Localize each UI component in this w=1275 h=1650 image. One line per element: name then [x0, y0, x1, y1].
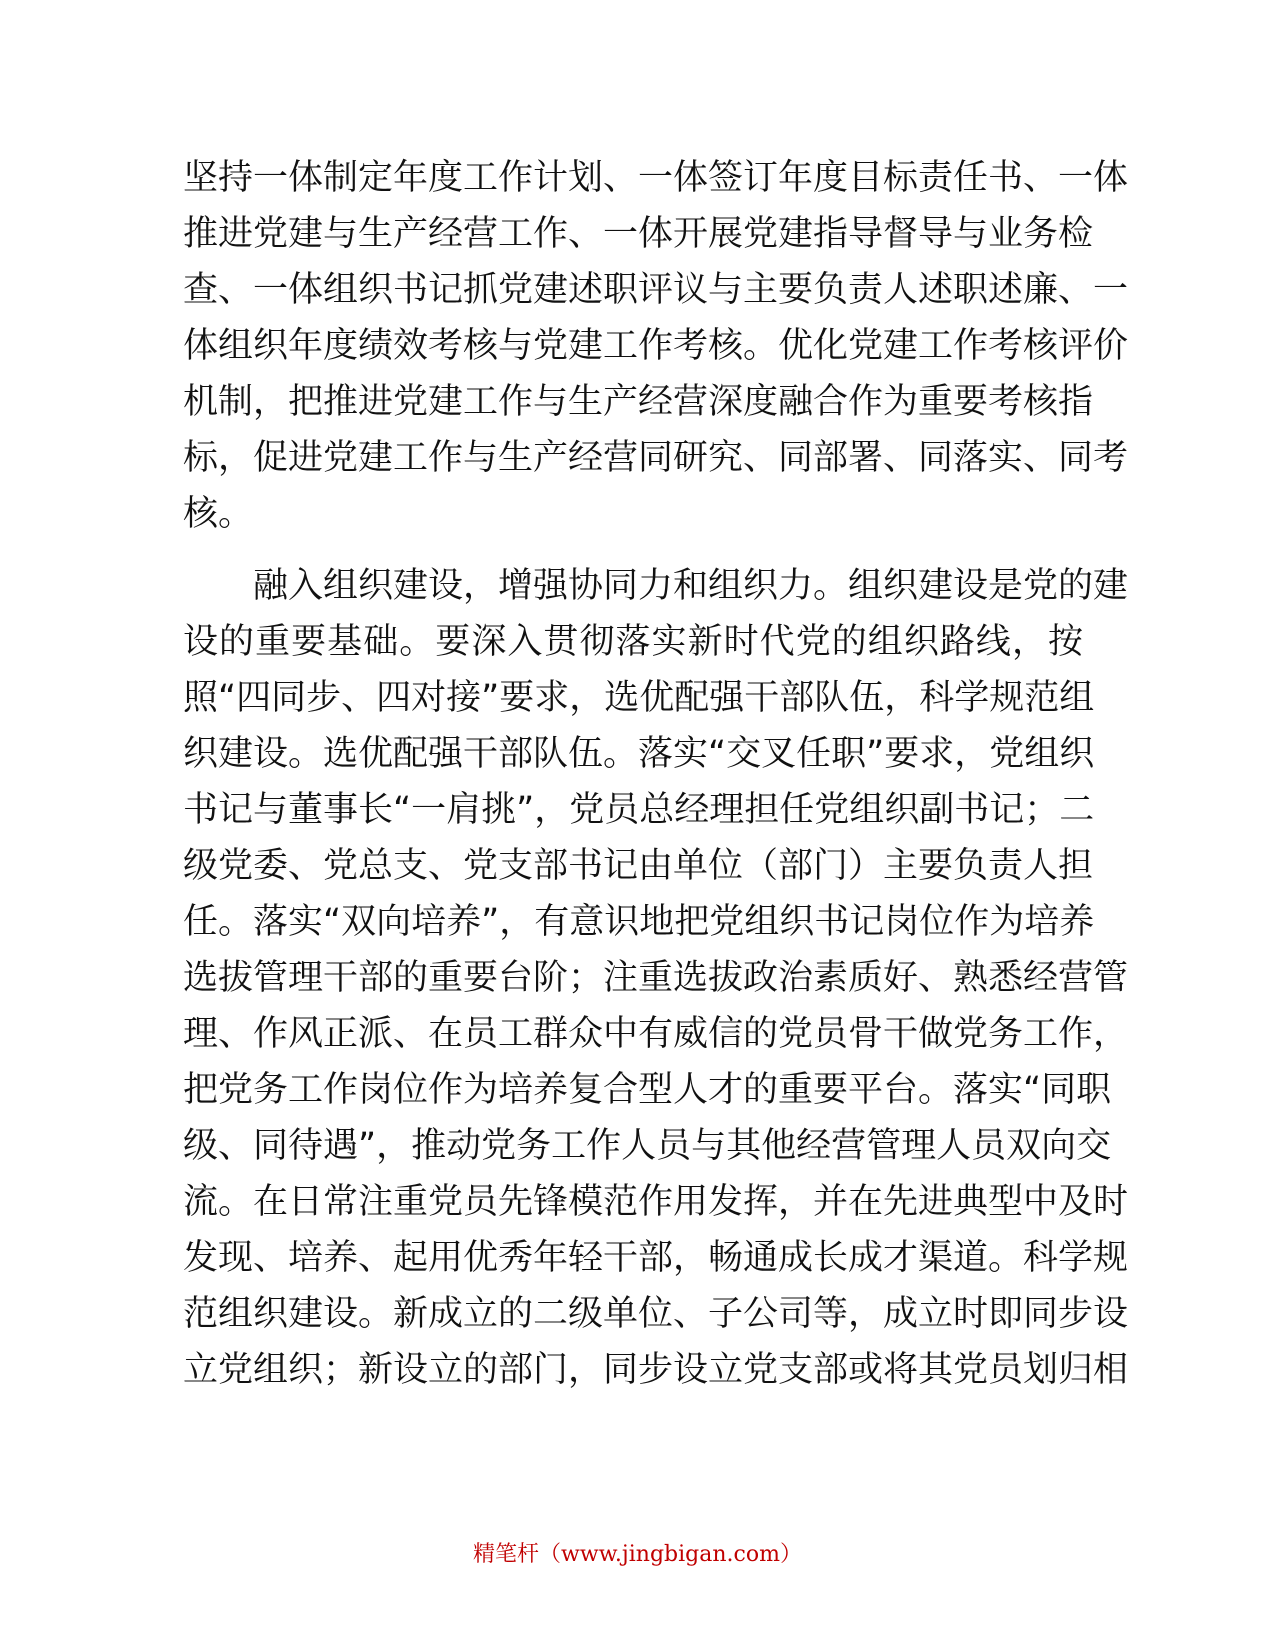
text-line: 书记与董事长“一肩挑”，党员总经理担任党组织副书记；二: [183, 790, 1095, 830]
text-line: 范组织建设。新成立的二级单位、子公司等，成立时即同步设: [183, 1294, 1129, 1334]
text-line: 体组织年度绩效考核与党建工作考核。优化党建工作考核评价: [183, 326, 1129, 366]
text-line: 把党务工作岗位作为培养复合型人才的重要平台。落实“同职: [183, 1070, 1112, 1110]
text-line: 理、作风正派、在员工群众中有威信的党员骨干做党务工作，: [183, 1014, 1129, 1054]
text-line: 设的重要基础。要深入贯彻落实新时代党的组织路线，按: [183, 622, 1083, 662]
text-line: 照“四同步、四对接”要求，选优配强干部队伍，科学规范组: [183, 678, 1095, 718]
text-line: 立党组织；新设立的部门，同步设立党支部或将其党员划归相: [183, 1350, 1129, 1390]
text-line: 流。在日常注重党员先锋模范作用发挥，并在先进典型中及时: [183, 1182, 1129, 1222]
text-line: 查、一体组织书记抓党建述职评议与主要负责人述职述廉、一: [183, 270, 1129, 310]
text-line: 机制，把推进党建工作与生产经营深度融合作为重要考核指: [183, 382, 1094, 422]
text-line: 发现、培养、起用优秀年轻干部，畅通成长成才渠道。科学规: [183, 1238, 1129, 1278]
paragraph-gap: [183, 542, 1083, 558]
footer-watermark-link[interactable]: 精笔杆（www.jingbigan.com）: [473, 1542, 802, 1567]
text-line: 标，促进党建工作与生产经营同研究、同部署、同落实、同考: [183, 438, 1129, 478]
text-line: 推进党建与生产经营工作、一体开展党建指导督导与业务检: [183, 214, 1094, 254]
text-line: 坚持一体制定年度工作计划、一体签订年度目标责任书、一体: [183, 158, 1129, 198]
text-line: 选拔管理干部的重要台阶；注重选拔政治素质好、熟悉经营管: [183, 958, 1129, 998]
text-line: 织建设。选优配强干部队伍。落实“交叉任职”要求，党组织: [183, 734, 1095, 774]
text-line: 融入组织建设，增强协同力和组织力。组织建设是党的建: [253, 566, 1129, 606]
text-line: 任。落实“双向培养”，有意识地把党组织书记岗位作为培养: [183, 902, 1095, 942]
document-body: [183, 150, 1129, 1454]
text-line: 级党委、党总支、党支部书记由单位（部门）主要负责人担: [183, 846, 1094, 886]
text-line: 级、同待遇”，推动党务工作人员与其他经营管理人员双向交: [183, 1126, 1112, 1166]
paragraph-2: [183, 558, 1129, 1454]
paragraph-1: [183, 150, 1129, 542]
text-line: 核。: [183, 494, 254, 534]
text-line: [183, 1398, 1083, 1454]
